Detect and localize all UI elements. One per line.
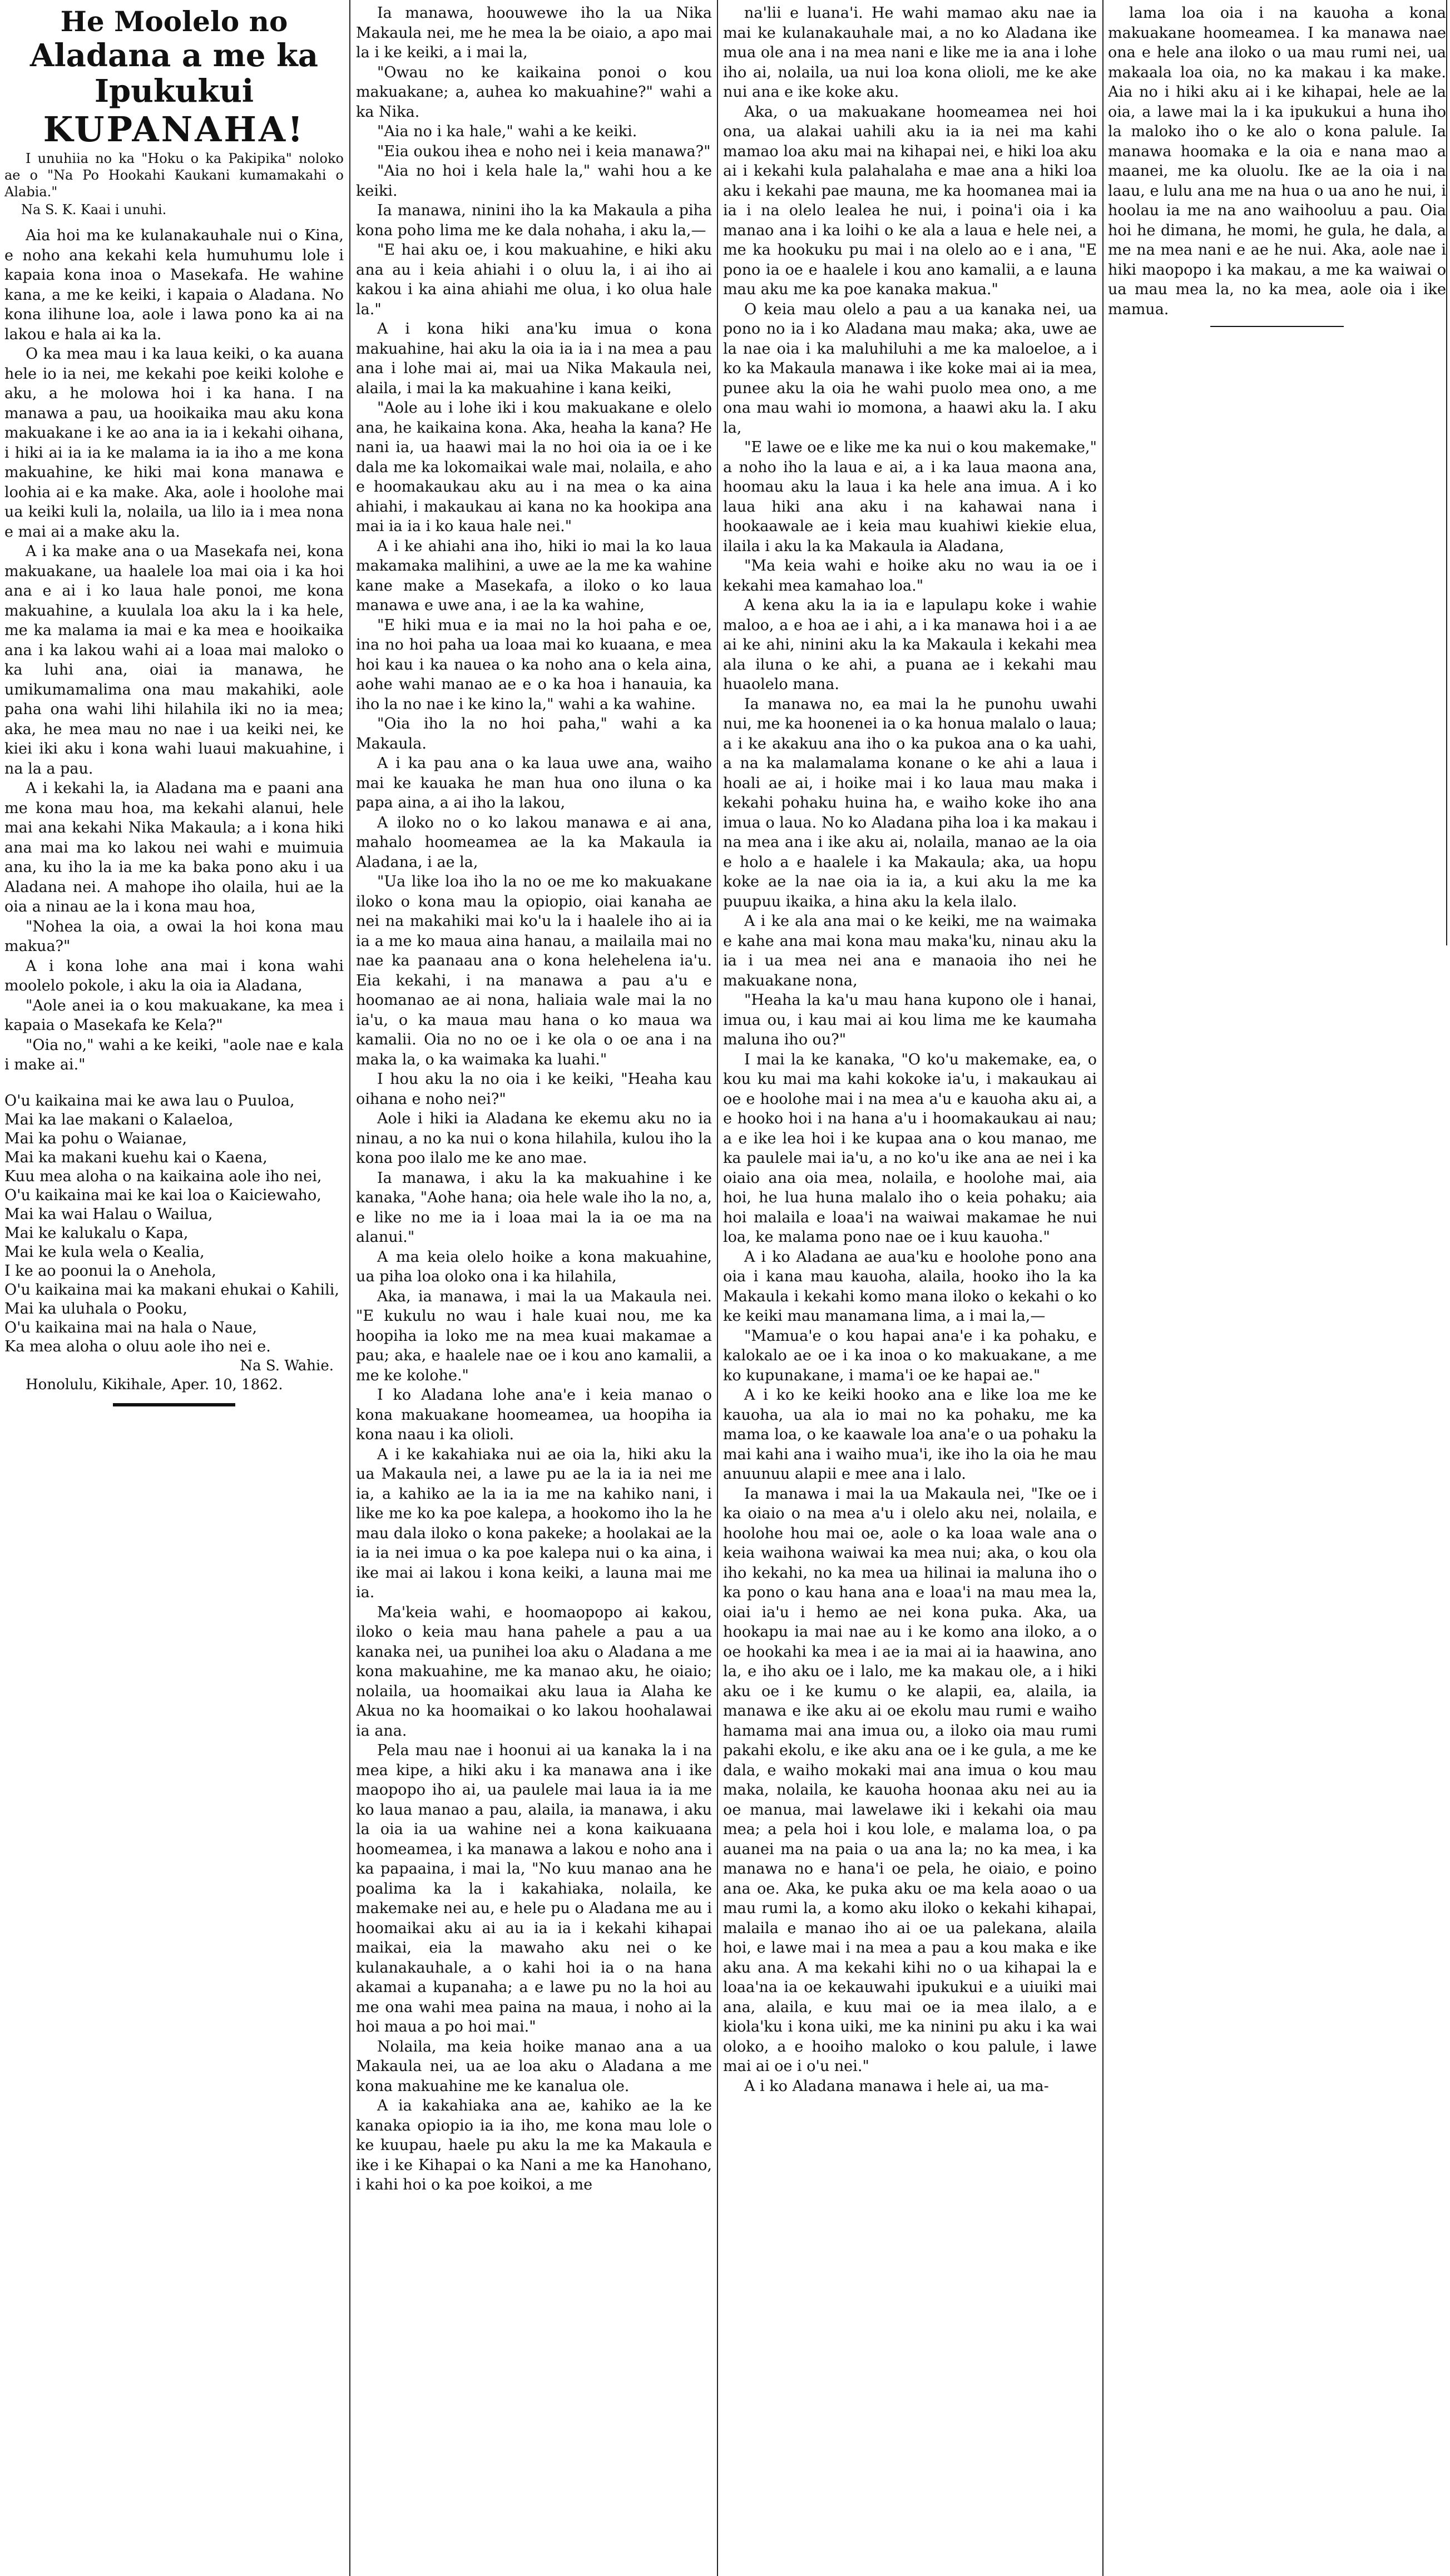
poem-line: Mai ke kula wela o Kealia, — [4, 1243, 205, 1261]
poem-line: O'u kaikaina mai ke awa lau o Puuloa, — [4, 1092, 295, 1109]
paragraph: A i ke ala ana mai o ke keiki, me na waimaka e kahe ana mai kona mau maka'ku, ninau aku la ia i ua mea nei ana e manaoia iho nei he makuakane nona, — [723, 913, 1097, 989]
paragraph: Aka, o ua makuakane hoomeamea nei hoi ona, ua alakai uahili aku ia ia nei ma kahi mamao loa aku mai na kihapai nei, e hiki loa aku ai i kekahi kula palahalaha e mae ana a hiki loa aku i kekahi pae mauna, me ka hoomanea mai ia ia i na olelo lealea he nui, i poina'i oia i ka manao ana i ka loihi o ke ala a laua e hele nei, a me ka hookuku pu mai i na olelo ao e i ana, "E pono ia oe e haalele i kou ano kamalii, a e launa mau aku me ka poe kanaka makua." — [723, 103, 1097, 298]
paragraph: A i ka pau ana o ka laua uwe ana, waiho mai ke kauaka he man hua ono iluna o ka papa aina, a ai iho la lakou, — [356, 755, 712, 811]
poem-line: Mai ka makani kuehu kai o Kaena, — [4, 1148, 268, 1166]
column-2 — [356, 3, 712, 2195]
paragraph: "E lawe oe e like me ka nui o kou makemake," a noho iho la laua e ai, a i ka laua maona ana, hoomau aku la laua i ka hele ana imua. A i ko laua hiki ana aku i na kahawai nana i hookaawale ae i keia mau kuahiwi kiekie elua, ilaila i aku la ka Makaula ia Aladana, — [723, 439, 1097, 555]
paragraph: "Nohea la oia, a owai la hoi kona mau makua?" — [4, 918, 344, 955]
paragraph: "Ua like loa iho la no oe me ko makuakane iloko o kona mau la opiopio, oiai kanaha ae nei na makahiki mai ko'u la i haalele iho ai ia ia a me ko maua aina hanau, a mailaila mai no nae ka paanaau ana o kona helehelena ia'u. Eia kekahi, i na manawa a pau a'u e hoomanao ae ai nona, haliaia wale mai la no ia'u, o ka maua mau hana o ko maua wa kamalii. Oia no no oe i ke ola o oe ana i na maka la, o ka waimaka ka luahi." — [356, 873, 712, 1068]
paragraph: Ia manawa, hoouwewe iho la ua Nika Makaula nei, me he mea la be oiaio, a apo mai la i ke keiki, a i mai la, — [356, 4, 712, 61]
paragraph: "Ma keia wahi e hoike aku no wau ia oe i kekahi mea kamahao loa." — [723, 557, 1097, 595]
paragraph: O keia mau olelo a pau a ua kanaka nei, ua pono no ia i ko Aladana mau maka; aka, uwe ae la nae oia i ka maluhiluhi a me ka maloeloe, a i ko ka Makaula manawa i ike koke mai ai ia mea, punee aku la oia he wahi puolo mea ono, a me ona mau wahi io momona, a haawi aku la. I aku la, — [723, 300, 1097, 437]
paragraph: lama loa oia i na kauoha a kona makuakane hoomeamea. I ka manawa nae ona e hele ana iloko o ua mau rumi nei, ua makaala loa oia, no ka makau i ka make. Aia no i hiki aku ai i ke kihapai, hele ae la oia, a lawe mai la i ka ipukukui a huna iho la maloko iho o ke alo o kona palule. Ia manawa hoomaka e la oia e nana mao a maanei, me ka oluolu. Ike ae la oia i na laau, e lulu ana me na hua o ua ano he nui, i hoolau ia me na ano waihooluu a pau. Oia hoi he dimana, he momi, he gula, he dala, a me na mea nani e ae he nui. Aka, aole nae i hiki maopopo i ka makau, a me ka waiwai o ua mau mea la, no ka mea, aole oia i ike mamua. — [1108, 4, 1446, 318]
paragraph: I mai la ke kanaka, "O ko'u makemake, ea, o kou ku mai ma kahi kokoke ia'u, i makaukau ai oe e hoolohe mai i na mea a'u e kauoha aku ai, a e hooko hoi i na hana a'u i hoomakaukau ai nau; a e ike lea hoi i ke kupaa ana o kou manao, me ka paulele mai ia'u, a no ko'u ike ana ae nei i ka oiaio ana oia mea, nolaila, e hoolohe mai, aia hoi, he lua huna malalo iho o keia pohaku; aia hoi malaila e loaa'i na waiwai makamae he nui loa, ke malama pono nae oe i kuu kauoha." — [723, 1051, 1097, 1246]
poem-line: O'u kaikaina mai ke kai loa o Kaiciewaho, — [4, 1186, 321, 1204]
paragraph: "Heaha la ka'u mau hana kupono ole i hanai, imua ou, i kau mai ai kou lima me ke kaumaha maluna iho ou?" — [723, 992, 1097, 1048]
paragraph: Ia manawa no, ea mai la he punohu uwahi nui, me ka hoonenei ia o ka honua malalo o laua; a i ke akakuu ana iho o ka pukoa ana o ka uahi, a na ka malamalama konane o ke ahi a laua i hoali ae ai, i hoike mai i ko laua mau maka i kekahi pohaku huina ha, e waiho koke iho ana imua o laua. No ko Aladana piha loa i ka makau i na mea ana i ike aku ai, nolaila, manao ae la oia e holo a e haalele i ka Makaula; aka, ua hopu koke ae la nae oia ia ia, a kui aku la me ka puupuu ikaika, a hina aku la kela ilalo. — [723, 695, 1097, 910]
paragraph: I hou aku la no oia i ke keiki, "Heaha kau oihana e noho nei?" — [356, 1071, 712, 1108]
poem-line: O'u kaikaina mai na hala o Naue, — [4, 1319, 258, 1336]
end-rule — [1210, 326, 1344, 327]
story-part-4 — [1108, 3, 1446, 319]
paragraph: A kena aku la ia ia e lapulapu koke i wahie maloo, a e hoa ae i ahi, a i ka manawa hoi i a ae ai ke ahi, ninini aku la ka Makaula i kekahi mea ala iluna o ke ahi, a puana ae i kekahi mau huaolelo mana. — [723, 597, 1097, 693]
paragraph: A i kona lohe ana mai i kona wahi moolelo pokole, i aku la oia ia Aladana, — [4, 957, 344, 994]
title-line-2: Aladana a me ka Ipukukui — [29, 37, 319, 110]
paragraph: "Oia no," wahi a ke keiki, "aole nae e kala i make ai." — [4, 1036, 344, 1073]
column-divider — [1446, 0, 1447, 945]
column-1 — [4, 0, 344, 1406]
poem-line: Mai ka lae makani o Kalaeloa, — [4, 1111, 234, 1128]
paragraph: Aia hoi ma ke kulanakauhale nui o Kina, e noho ana kekahi kela humuhumu lole i kapaia kona inoa o Masekafa. He wahine kana, a me ke keiki, i kapaia o Aladana. No kona ilihune loa, aole i lawa pono ka ai na lakou e hala ai ka la. — [4, 227, 344, 343]
paragraph: Aka, ia manawa, i mai la ua Makaula nei. "E kukulu no wau i hale kuai nou, me ka hoopiha ia loko me na mea kuai makamae a pau; aka, e haalele nae oe i kou ano kamalii, a me ke kolohe." — [356, 1287, 712, 1384]
paragraph: A ia kakahiaka ana ae, kahiko ae la ke kanaka opiopio ia ia iho, me kona mau lole o ke kuupau, haele pu aku la me ka Makaula e ike i ke Kihapai o ka Nani a me ka Hanohano, i kahi hoi o ka poe koikoi, a me — [356, 2097, 712, 2193]
paragraph: A i kekahi la, ia Aladana ma e paani ana me kona mau hoa, ma kekahi alanui, hele mai ana kekahi Nika Makaula; a i kona hiki ana mai ma ko lakou nei wahi e muimuia ana, ku iho la ia me ka baka pono aku i ua Aladana nei. A mahope iho olaila, hui ae la oia a ninau ae la i kona mau hoa, — [4, 780, 344, 915]
poem-line: Mai ka uluhala o Pooku, — [4, 1300, 187, 1317]
story-part-1 — [4, 226, 344, 1075]
byline: Na S. K. Kaai i unuhi. — [21, 202, 167, 217]
paragraph: I ko Aladana lohe ana'e i keia manao o kona makuakane hoomeamea, ua hoopiha ia kona naau i ka olioli. — [356, 1386, 712, 1443]
title-line-3: KUPANAHA! — [43, 109, 305, 150]
paragraph: "Aia no hoi i kela hale la," wahi hou a ke keiki. — [356, 162, 712, 200]
column-divider — [717, 0, 718, 2576]
paragraph: "Mamua'e o kou hapai ana'e i ka pohaku, e kalokalo ae oe i ka inoa o ko makuakane, a me ko kupunakane, i mama'i oe ke hapai ae." — [723, 1327, 1097, 1384]
poem-line: Mai ke kalukalu o Kapa, — [4, 1224, 189, 1242]
paragraph: O ka mea mau i ka laua keiki, o ka auana hele io ia nei, me kekahi poe keiki kolohe e aku, a he molowa hoi i ka hana. I na manawa a pau, ua hooikaika mau aku kona makuakane i ke ao ana ia ia i kekahi oihana, i hiki ai ia ia ke malama ia ia iho a me kona makuahine, ke hiki mai kona manawa e loohia ai e ka make. Aka, aole i hoolohe mai ua keiki kuli la, nolaila, ua lilo ia i mea nona e mai ai a make aku la. — [4, 345, 344, 541]
paragraph: Ia manawa, i aku la ka makuahine i ke kanaka, "Aohe hana; oia hele wale iho la no, a, e like no me ia i loaa mai la ia oe ma na alanui." — [356, 1169, 712, 1246]
title-line-1: He Moolelo no — [60, 5, 288, 38]
paragraph: "Owau no ke kaikaina ponoi o kou makuakane; a, auhea ko makuahine?" wahi a ka Nika. — [356, 63, 712, 121]
column-4 — [1108, 3, 1446, 927]
paragraph: Ia manawa, ninini iho la ka Makaula a piha kona poho lima me ke dala nohaha, i aku la,— — [356, 202, 712, 239]
paragraph: "Aole anei ia o kou makuakane, ka mea i kapaia o Masekafa ke Kela?" — [4, 997, 344, 1034]
paragraph: Aole i hiki ia Aladana ke ekemu aku no ia ninau, a no ka nui o kona hilahila, kulou iho la kona poo ilalo me ke ano mae. — [356, 1110, 712, 1167]
poem-line: I ke ao poonui la o Anehola, — [4, 1262, 216, 1280]
paragraph: A i ko Aladana ae aua'ku e hoolohe pono ana oia i kana mau kauoha, alaila, hooko iho la ka Makaula i kekahi komo mana iloko o kekahi o ko ke keiki mau manamana lima, a i mai la,— — [723, 1248, 1097, 1325]
column-divider — [349, 0, 350, 2576]
paragraph: A i ko ke keiki hooko ana e like loa me ke kauoha, ua ala io mai no ka pohaku, me ka mama loa, o ke kaawale loa ana'e o ua pohaku la mai kahi ana i waiho mua'i, ike iho la oia he mau anuunuu alapii e mee ana i lalo. — [723, 1386, 1097, 1483]
paragraph: Ma'keia wahi, e hoomaopopo ai kakou, iloko o keia mau hana pahele a pau a ua kanaka nei, ua punihei loa aku o Aladana a me kona makuahine, me ka manao aku, he oiaio; nolaila, ua hoomaikai aku laua ia Alaha ke Akua no ka hoomaikai o ko lakou hoohalawai ia ana. — [356, 1603, 712, 1740]
poem-line: Kuu mea aloha o na kaikaina aole iho nei, — [4, 1167, 322, 1185]
paragraph: Pela mau nae i hoonui ai ua kanaka la i na mea kipe, a hiki aku i ka manawa ana i ike maopopo iho ai, ua paulele mai laua ia ia me ko laua manao a pau, alaila, ia manawa, i aku la oia ia ua wahine nei a kona kaikuaana hoomeamea, i ka manawa a lakou e noho ana i ka papaaina, i mai la, "No kuu manao ana he poalima ka la i kakahiaka, nolaila, ke makemake nei au, e hele pu o Aladana me au i hoomaikai aku ai au ia ia i kekahi kihapai maikai, eia la mawaho aku nei o ke kulanakauhale, a o kahi hoi ia o na hana akamai a kupanaha; a e lawe pu no la hoi au me ona wahi mea paina na maua, i noho ai la hoi maua a po hoi mai." — [356, 1742, 712, 2035]
column-3 — [723, 3, 1097, 2096]
subtitle: I unuhiia no ka "Hoku o ka Pakipika" noloko ae o "Na Po Hookahi Kaukani kumamakahi o Alabia." — [4, 151, 344, 200]
poem-line: Mai ka wai Halau o Wailua, — [4, 1205, 213, 1223]
signature: Na S. Wahie. — [240, 1357, 334, 1374]
paragraph: A i ke ahiahi ana iho, hiki io mai la ko laua makamaka malihini, a uwe ae la me ka wahine kane make a Masekafa, a iloko o ko laua manawa e uwe ana, i ae la ka wahine, — [356, 537, 712, 614]
paragraph: "E hai aku oe, i kou makuahine, e hiki aku ana au i keia ahiahi i o oluu la, i ai iho ai kakou i ka aina ahiahi me olua, i ko olua hale la." — [356, 241, 712, 318]
paragraph: "Eia oukou ihea e noho nei i keia manawa?" — [377, 142, 711, 160]
dateline: Honolulu, Kikihale, Aper. 10, 1862. — [26, 1376, 283, 1393]
paragraph: Nolaila, ma keia hoike manao ana a ua Makaula nei, ua ae loa aku o Aladana a me kona makuahine me ke kanalua ole. — [356, 2038, 712, 2095]
poem-line: Ka mea aloha o oluu aole iho nei e. — [4, 1337, 271, 1355]
paragraph: A iloko no o ko lakou manawa e ai ana, mahalo hoomeamea ae la ka Makaula ia Aladana, i ae la, — [356, 814, 712, 871]
paragraph: "E hiki mua e ia mai no la hoi paha e oe, ina no hoi paha ua loaa mai ko kuaana, e mea hoi kau i ka nauea o ka noho ana o kela aina, aohe wahi manao ae e o ka hoa i hanauia, ka iho la no nae i ke kino la," wahi a ka wahine. — [356, 616, 712, 713]
paragraph: A i ka make ana o ua Masekafa nei, kona makuakane, ua haalele loa mai oia i ka hoi ana e ai i ko laua hale ponoi, me kona makuahine, a kuulala loa aku la i ka hele, me ka malama ia mai e ka mea e hooikaika ana i ka lakou wahi ai a loaa mai maloko o ka luhi ana, oiai ia manawa, he umikumamalima ona mau makahiki, aole paha ona wahi lihi hilahila iki no ia mea; aka, he mea mau no nae i ua keiki nei, ke kiei iki aku i kona wahi luaui makuahine, i na la a pau. — [4, 543, 344, 777]
paragraph: "Aia no i ka hale," wahi a ke keiki. — [377, 123, 637, 140]
paragraph: "Oia iho la no hoi paha," wahi a ka Makaula. — [356, 715, 712, 752]
poem-line: O'u kaikaina mai ka makani ehukai o Kahili, — [4, 1281, 339, 1299]
poem — [4, 1092, 344, 1356]
poem-line: Mai ka pohu o Waianae, — [4, 1130, 187, 1147]
paragraph: Ia manawa i mai la ua Makaula nei, "Ike oe i ka oiaio o na mea a'u i olelo aku nei, nolaila, e hoolohe hou mai oe, aole o ka loaa wale ana o keia waihona waiwai ka mea nui; aka, o kou ola iho kekahi, no ka mea ua hilinai ia maluna iho o ka pono o kau hana ana e loaa'i na mau mea la, oiai ia'u i hemo ae nei kona puka. Aka, ua hookapu ia mai nae au i ke komo ana iloko, a o oe hookahi ka mea i ae ia mai ai ia haawina, ano la, e iho aku oe i lalo, me ka makau ole, a i hiki aku oe i ke kumu o ke alapii, ea, alaila, ia manawa e ike aku ai oe ekolu mau rumi e waiho hamama mai ana imua ou, a iloko oia mau rumi pakahi ekolu, e ike aku ana oe i ke gula, a me ke dala, e waiho mokaki mai ana imua o kou mau maka, nolaila, ke kauoha hoonaa aku nei au ia oe manua, mai lawelawe iki i kekahi oia mau mea; a pela hoi i kou lole, e malama loa, o pa auanei ma na paia o ua ana la; no ka mea, i ka manawa no e hana'i oe pela, he oiaio, e poino ana oe. Aka, ke puka aku oe ma kela aoao o ua mau rumi la, a komo aku iloko o kekahi kihapai, malaila e manao iho ai oe ua palekana, alaila hoi, e lawe mai i na mea a pau a kou maka e ike aku ana. A ma kekahi kihi no o ua kihapai la e loaa'na ia oe kekauwahi ipukukui e a uiuiki mai ana, alaila, e kuu mai oe ia mea ilalo, a e kiola'ku i kona uiki, me ka ninini pu aku i ka wai oloko, a e hooiho maloko o kou palule, i lawe mai ai oe i o'u nei." — [723, 1485, 1097, 2075]
paragraph: na'lii e luana'i. He wahi mamao aku nae ia mai ke kulanakauhale mai, a no ko Aladana ike mua ole ana i na mea nani e like me ia ana i lohe iho ai, nolaila, ua nui loa kona olioli, me ke ake nui ana e ike koke aku. — [723, 4, 1097, 101]
section-rule — [113, 1403, 235, 1406]
paragraph: A ma keia olelo hoike a kona makuahine, ua piha loa oloko ona i ka hilahila, — [356, 1248, 712, 1285]
paragraph: A i ko Aladana manawa i hele ai, ua ma- — [744, 2077, 1049, 2095]
paragraph: "Aole au i lohe iki i kou makuakane e olelo ana, he kaikaina kona. Aka, heaha la kana? He nani ia, ua haawi mai la no hoi oia ia oe i ke dala me ka lokomaikai wale mai, nolaila, e aho e hoomakaukau aku au i na mea o ka aina ahiahi, i makaukau ai kana no ka hookipa ana mai ia ia i ko kaua hale nei." — [356, 399, 712, 535]
paragraph: A i ke kakahiaka nui ae oia la, hiki aku la ua Makaula nei, a lawe pu ae la ia ia nei me ia, a kahiko ae la ia ia me na kahiko nani, i like me ko ka poe kalepa, a hookomo iho la he mau dala iloko o kona pakeke; a hoolakai ae la ia ia nei imua o ka poe kalepa nui o ka aina, i ike mai ai lakou i kona keiki, a launa mai me ia. — [356, 1445, 712, 1601]
paragraph: A i kona hiki ana'ku imua o kona makuahine, hai aku la oia ia ia i na mea a pau ana i lohe mai ai, mai ua Nika Makaula nei, alaila, i mai la ka makuahine i kana keiki, — [356, 320, 712, 397]
column-divider — [1102, 0, 1103, 2576]
